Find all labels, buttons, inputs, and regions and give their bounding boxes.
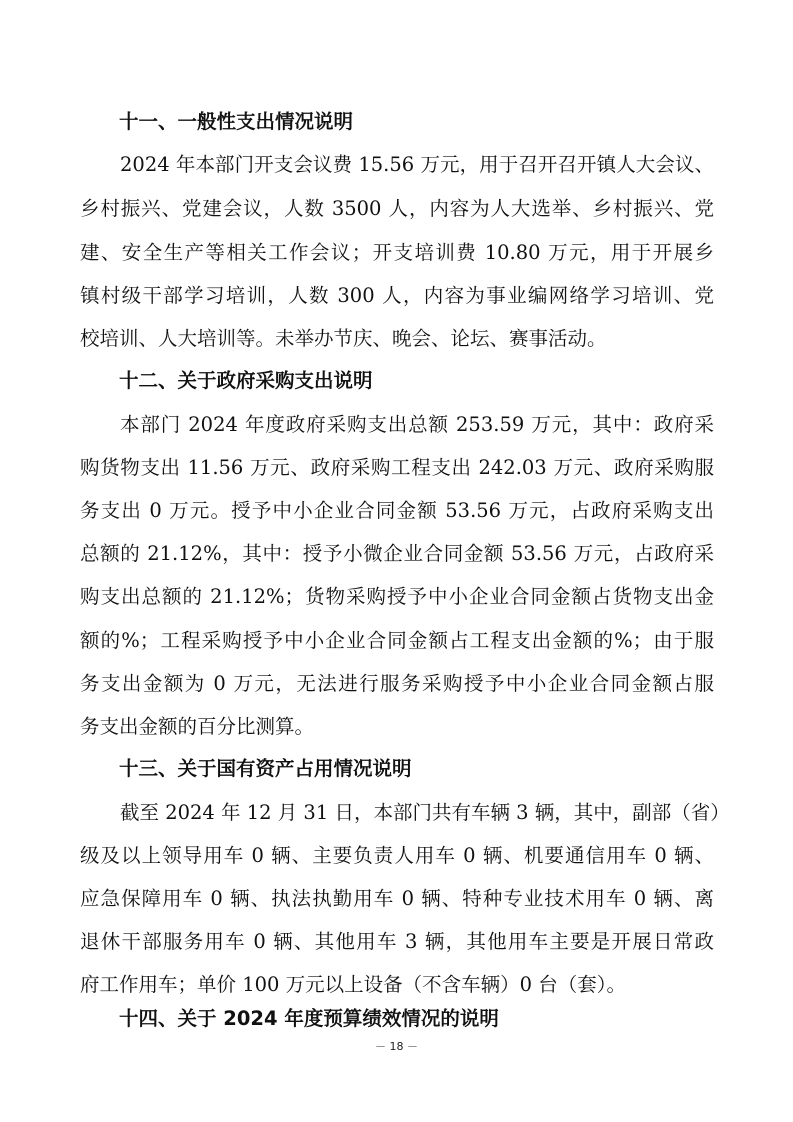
section-heading-12: 十二、关于政府采购支出说明 xyxy=(119,369,373,392)
paragraph-line: 截至 2024 年 12 月 31 日，本部门共有车辆 3 辆，其中，副部（省） xyxy=(120,801,730,824)
paragraph-line: 务支出金额的百分比测算。 xyxy=(80,715,315,738)
paragraph-line: 退休干部服务用车 0 辆、其他用车 3 辆，其他用车主要是开展日常政 xyxy=(80,930,714,953)
paragraph-line: 级及以上领导用车 0 辆、主要负责人用车 0 辆、机要通信用车 0 辆、 xyxy=(80,844,714,867)
section-heading-13: 十三、关于国有资产占用情况说明 xyxy=(119,757,412,780)
page-number: － 18 － xyxy=(375,1040,418,1053)
paragraph-line: 2024 年本部门开支会议费 15.56 万元，用于召开召开镇人大会议、 xyxy=(120,153,714,176)
paragraph-line: 购支出总额的 21.12%；货物采购授予中小企业合同金额占货物支出金 xyxy=(80,585,714,608)
paragraph-line: 务支出 0 万元。授予中小企业合同金额 53.56 万元，占政府采购支出 xyxy=(80,499,714,522)
paragraph-line: 总额的 21.12%，其中：授予小微企业合同金额 53.56 万元，占政府采 xyxy=(80,542,714,565)
paragraph-line: 镇村级干部学习培训，人数 300 人，内容为事业编网络学习培训、党 xyxy=(80,284,714,307)
paragraph-line: 应急保障用车 0 辆、执法执勤用车 0 辆、特种专业技术用车 0 辆、离 xyxy=(80,887,714,910)
paragraph-line: 务支出金额为 0 万元，无法进行服务采购授予中小企业合同金额占服 xyxy=(80,672,714,695)
paragraph-line: 校培训、人大培训等。未举办节庆、晚会、论坛、赛事活动。 xyxy=(80,327,607,350)
paragraph-line: 本部门 2024 年度政府采购支出总额 253.59 万元，其中：政府采 xyxy=(120,413,714,436)
section-heading-11: 十一、一般性支出情况说明 xyxy=(119,110,354,133)
paragraph-line: 建、安全生产等相关工作会议；开支培训费 10.80 万元，用于开展乡 xyxy=(80,241,714,264)
paragraph-line: 乡村振兴、党建会议，人数 3500 人，内容为人大选举、乡村振兴、党 xyxy=(80,197,714,220)
paragraph-line: 额的%；工程采购授予中小企业合同金额占工程支出金额的%；由于服 xyxy=(80,629,714,652)
paragraph-line: 府工作用车；单价 100 万元以上设备（不含车辆）0 台（套）。 xyxy=(80,973,626,996)
section-heading-14: 十四、关于 2024 年度预算绩效情况的说明 xyxy=(119,1007,499,1030)
paragraph-line: 购货物支出 11.56 万元、政府采购工程支出 242.03 万元、政府采购服 xyxy=(80,456,714,479)
